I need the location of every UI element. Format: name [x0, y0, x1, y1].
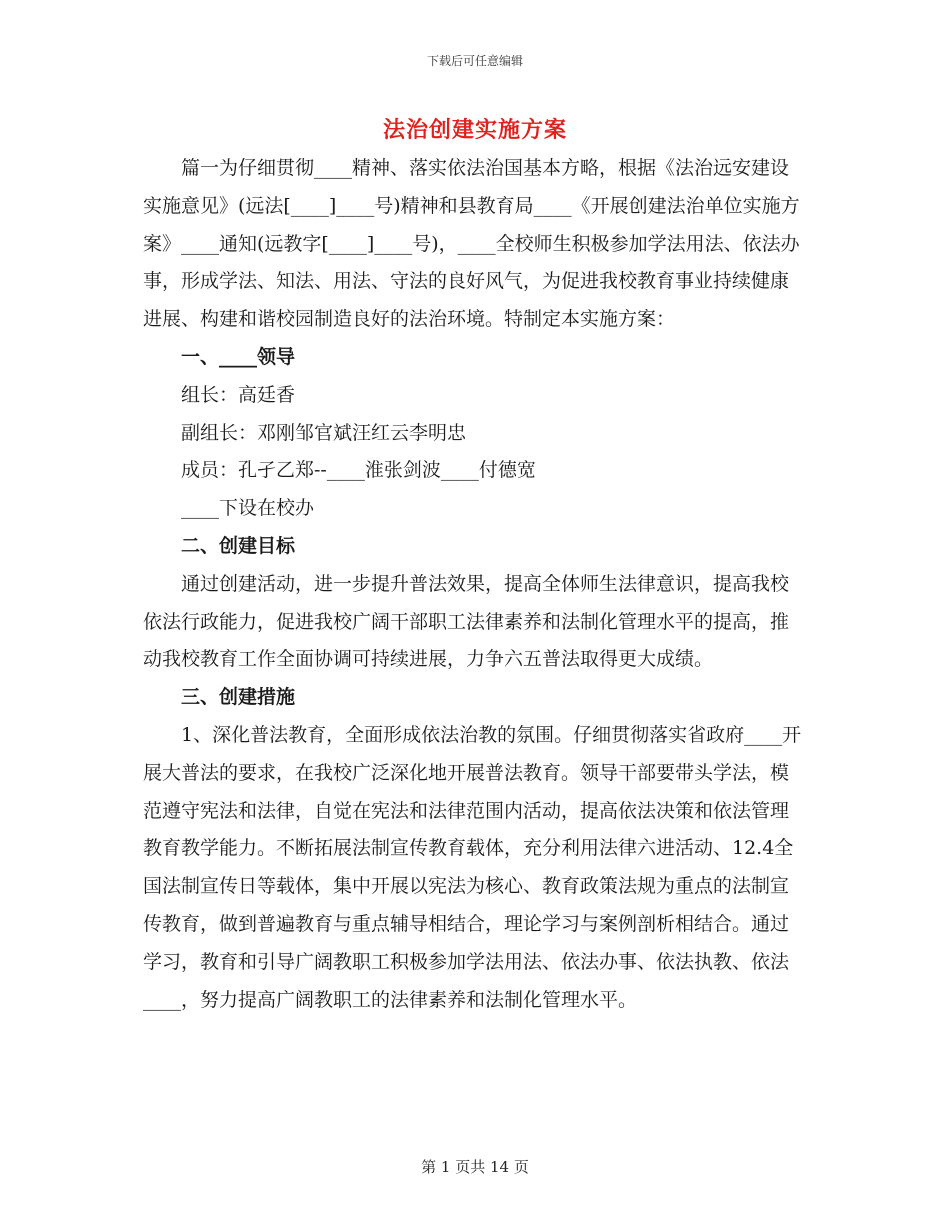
leader-line: 组长：高廷香: [181, 383, 296, 406]
goal-paragraph: 通过创建活动，进一步提升普法效果，提高全体师生法律意识，提高我校依法行政能力，促进我校广阔干部职工法律素养和法制化管理水平的提高，推动我校教育工作全面协调可持续进展，力争六五普法取得更大成绩。: [143, 572, 790, 671]
vice-leader-line: 副组长：邓刚邹官斌汪红云李明忠: [181, 421, 467, 444]
page-footer: 第 1 页共 14 页: [421, 1158, 529, 1176]
intro-paragraph: 篇一为仔细贯彻____精神、落实依法治国基本方略，根据《法治远安建设实施意见》(远法[____]____号)精神和县教育局____《开展创建法治单位实施方案》____通知(远教字[____]____号)，____全校师生积极参加学法用法、依法办事，形成学法、知法、用法、守法的良好风气，为促进我校教育事业持续健康进展、构建和谐校园制造良好的法治环境。特制定本实施方案：: [143, 157, 800, 331]
section-heading-goals: 二、创建目标: [181, 534, 296, 557]
members-line: 成员：孔孑乙郑--____淮张剑波____付德宽: [181, 459, 536, 482]
section-heading-leadership: 一、____领导: [181, 345, 296, 368]
measure-paragraph-1: 1、深化普法教育，全面形成依法治教的氛围。仔细贯彻落实省政府____开展大普法的要求，在我校广泛深化地开展普法教育。领导干部要带头学法，模范遵守宪法和法律，自觉在宪法和法律范围内活动，提高依法决策和依法管理教育教学能力。不断拓展法制宣传教育载体，充分利用法律六进活动、12.4全国法制宣传日等载体，集中开展以宪法为核心、教育政策法规为重点的法制宣传教育，做到普遍教育与重点辅导相结合，理论学习与案例剖析相结合。通过学习，教育和引导广阔教职工积极参加学法用法、依法办事、依法执教、依法____，努力提高广阔教职工的法律素养和法制化管理水平。: [143, 723, 802, 1011]
office-line: ____下设在校办: [181, 497, 315, 520]
document-body: [143, 150, 806, 1019]
section-heading-measures: 三、创建措施: [181, 686, 296, 709]
document-title: 法治创建实施方案: [382, 117, 567, 143]
page-header: 下载后可任意编辑: [426, 54, 523, 68]
